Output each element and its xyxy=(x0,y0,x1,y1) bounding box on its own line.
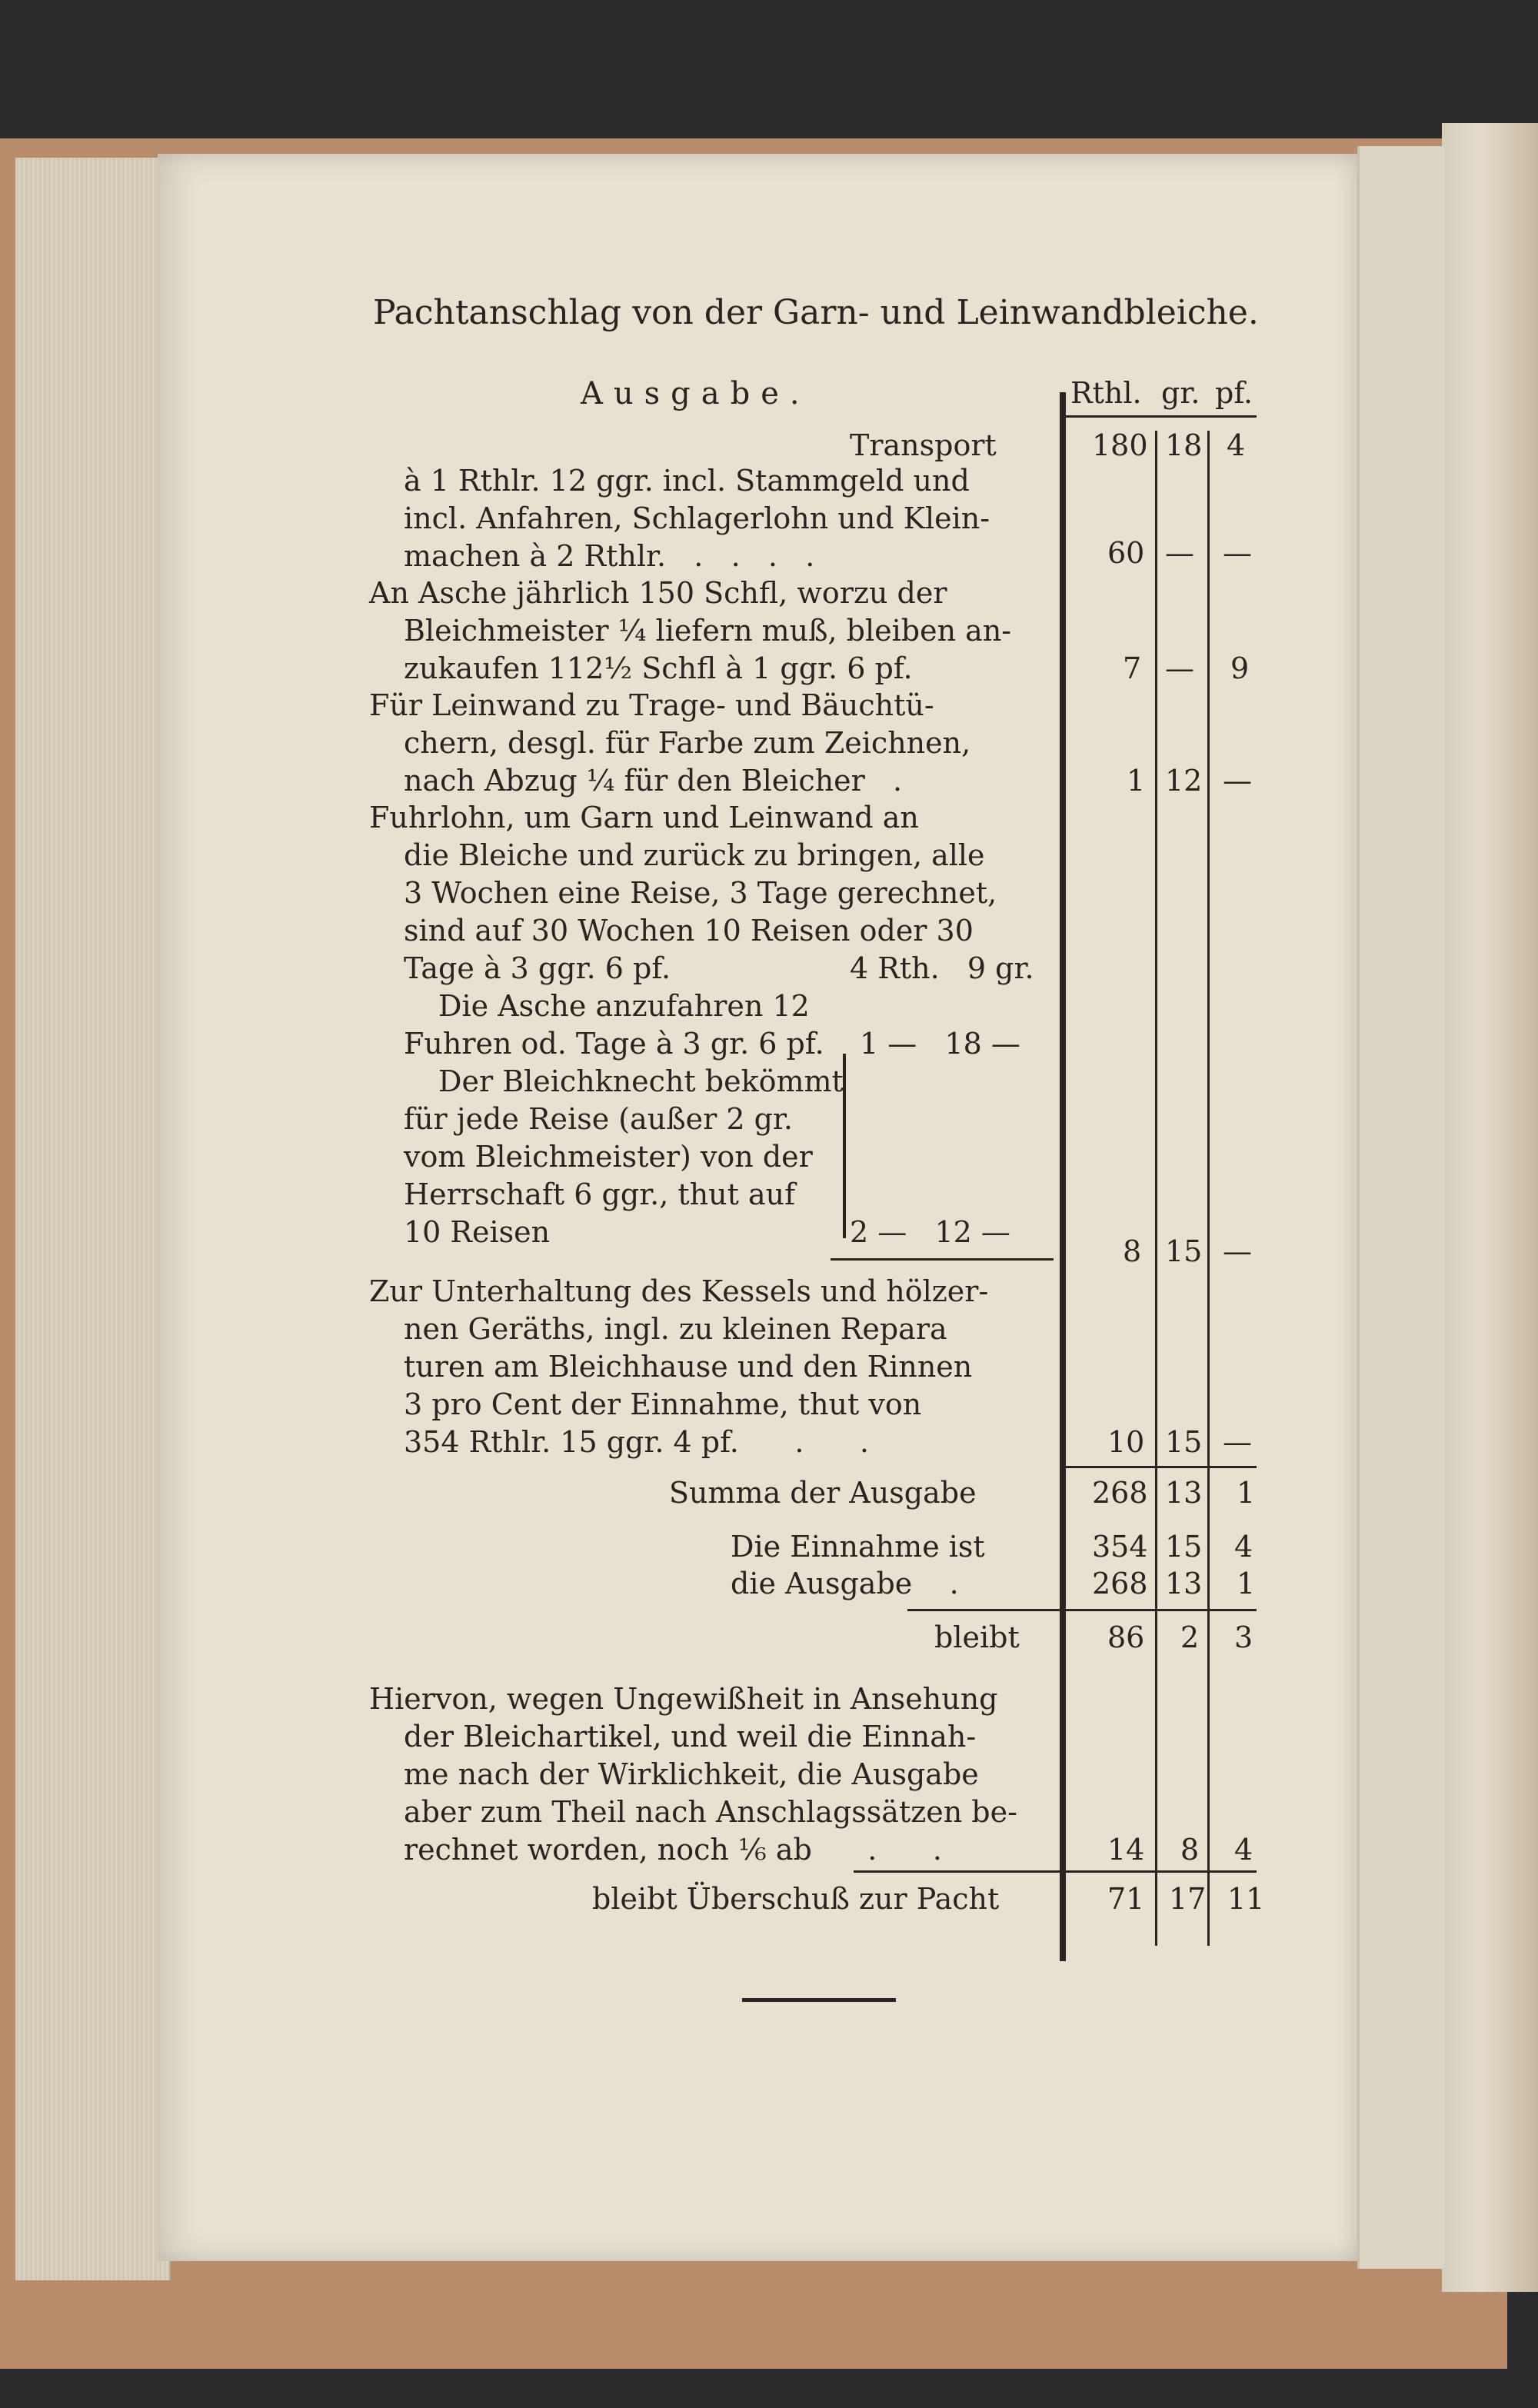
summa-rule xyxy=(1061,1466,1257,1468)
einnahme-label: Die Einnahme ist xyxy=(731,1530,985,1564)
bleibt-gr: 2 xyxy=(1180,1620,1200,1654)
item3-gr: 12 xyxy=(1165,764,1203,798)
column-rule-gr xyxy=(1155,431,1157,1946)
item4-line: die Bleiche und zurück zu bringen, alle xyxy=(404,838,985,872)
item2-rthl: 7 xyxy=(1123,651,1142,685)
item1-line: machen à 2 Rthlr. . . . . xyxy=(404,539,815,573)
ausgabe-label: die Ausgabe . xyxy=(731,1567,959,1600)
bleibt-pf: 3 xyxy=(1234,1620,1253,1654)
item5-pf: — xyxy=(1223,1425,1252,1459)
summa-rthl: 268 xyxy=(1092,1476,1148,1510)
asche-line: Fuhren od. Tage à 3 gr. 6 pf. xyxy=(404,1027,824,1061)
hiervon-line: rechnet worden, noch ⅙ ab . . xyxy=(404,1833,942,1867)
page-edges xyxy=(15,158,171,2280)
item4-line: 3 Wochen eine Reise, 3 Tage gerechnet, xyxy=(404,876,997,910)
item4-pf: — xyxy=(1223,1234,1252,1268)
item1-gr: — xyxy=(1165,536,1194,570)
transport-label: Transport xyxy=(850,428,997,462)
column-header-pf: pf. xyxy=(1215,376,1253,410)
item1-pf: — xyxy=(1223,536,1252,570)
summa-label: Summa der Ausgabe xyxy=(669,1476,977,1510)
item5-line: nen Geräths, ingl. zu kleinen Repara xyxy=(404,1312,947,1346)
hiervon-pf: 4 xyxy=(1234,1833,1253,1867)
item2-line: zukaufen 112½ Schfl à 1 ggr. 6 pf. xyxy=(404,651,913,685)
knecht-amount: 2 — 12 — xyxy=(850,1215,1010,1249)
ueberschuss-rthl: 71 xyxy=(1107,1882,1145,1916)
column-rule-main xyxy=(1060,392,1066,1961)
transport-gr: 18 xyxy=(1165,428,1203,462)
final-rule xyxy=(854,1870,1257,1873)
item5-line: Zur Unterhaltung des Kessels und hölzer- xyxy=(369,1274,989,1308)
column-header-gr: gr. xyxy=(1161,376,1200,410)
column-rule-pf xyxy=(1207,431,1210,1946)
item4-line: Tage à 3 ggr. 6 pf. xyxy=(404,951,671,985)
ueberschuss-pf: 11 xyxy=(1227,1882,1265,1916)
knecht-line: für jede Reise (außer 2 gr. xyxy=(404,1102,793,1136)
knecht-line: Herrschaft 6 ggr., thut auf xyxy=(404,1177,796,1211)
item5-gr: 15 xyxy=(1165,1425,1203,1459)
knecht-line: vom Bleichmeister) von der xyxy=(404,1140,813,1174)
hiervon-rthl: 14 xyxy=(1107,1833,1145,1867)
summa-gr: 13 xyxy=(1165,1476,1203,1510)
ausgabe-pf: 1 xyxy=(1237,1567,1256,1600)
einnahme-gr: 15 xyxy=(1165,1530,1203,1564)
hiervon-line: Hiervon, wegen Ungewißheit in Ansehung xyxy=(369,1682,998,1716)
knecht-line: Der Bleichknecht bekömmt xyxy=(438,1064,844,1098)
item5-line: 354 Rthlr. 15 ggr. 4 pf. . . xyxy=(404,1425,869,1459)
item2-gr: — xyxy=(1165,651,1194,685)
transport-pf: 4 xyxy=(1227,428,1246,462)
item3-line: chern, desgl. für Farbe zum Zeichnen, xyxy=(404,726,971,760)
item1-line: incl. Anfahren, Schlagerlohn und Klein- xyxy=(404,501,990,535)
column-header-rthl: Rthl. xyxy=(1070,376,1142,410)
page-title: Pachtanschlag von der Garn- und Leinwandbleiche. xyxy=(373,293,1259,332)
ueberschuss-gr: 17 xyxy=(1169,1882,1207,1916)
item5-line: turen am Bleichhause und den Rinnen xyxy=(404,1350,973,1384)
ausgabe-rthl: 268 xyxy=(1092,1567,1148,1600)
header-rule xyxy=(1061,415,1257,418)
section-heading: Ausgabe. xyxy=(581,376,811,411)
item4-gr: 15 xyxy=(1165,1234,1203,1268)
item5-line: 3 pro Cent der Einnahme, thut von xyxy=(404,1387,922,1421)
item1-rthl: 60 xyxy=(1107,536,1145,570)
item3-rthl: 1 xyxy=(1127,764,1146,798)
knecht-line: 10 Reisen xyxy=(404,1215,551,1249)
subtotal-rule xyxy=(831,1258,1054,1261)
ueberschuss-label: bleibt Überschuß zur Pacht xyxy=(592,1882,1000,1916)
item2-line: Bleichmeister ¼ liefern muß, bleiben an- xyxy=(404,614,1012,648)
item3-pf: — xyxy=(1223,764,1252,798)
item2-line: An Asche jährlich 150 Schfl, worzu der xyxy=(369,576,947,610)
right-cover-edge xyxy=(1442,123,1538,2292)
transport-rthl: 180 xyxy=(1092,428,1148,462)
asche-line: Die Asche anzufahren 12 xyxy=(438,989,810,1023)
einnahme-pf: 4 xyxy=(1234,1530,1253,1564)
ausgabe-gr: 13 xyxy=(1165,1567,1203,1600)
summa-pf: 1 xyxy=(1237,1476,1256,1510)
item1-line: à 1 Rthlr. 12 ggr. incl. Stammgeld und xyxy=(404,464,970,498)
hiervon-line: aber zum Theil nach Anschlagssätzen be- xyxy=(404,1795,1017,1829)
item4-line: Fuhrlohn, um Garn und Leinwand an xyxy=(369,801,919,834)
bleibt-rthl: 86 xyxy=(1107,1620,1145,1654)
hiervon-gr: 8 xyxy=(1180,1833,1200,1867)
item4-sub-amount: 4 Rth. 9 gr. xyxy=(850,951,1034,985)
hiervon-line: der Bleichartikel, und weil die Einnah- xyxy=(404,1720,977,1754)
item4-rthl: 8 xyxy=(1123,1234,1142,1268)
item3-line: Für Leinwand zu Trage- und Bäuchtü- xyxy=(369,688,934,722)
next-page-edge xyxy=(1357,146,1444,2269)
bleibt-rule xyxy=(907,1609,1257,1611)
einnahme-rthl: 354 xyxy=(1092,1530,1148,1564)
item4-line: sind auf 30 Wochen 10 Reisen oder 30 xyxy=(404,914,974,948)
bleibt-label: bleibt xyxy=(934,1620,1020,1654)
item2-pf: 9 xyxy=(1230,651,1250,685)
item5-rthl: 10 xyxy=(1107,1425,1145,1459)
item3-line: nach Abzug ¼ für den Bleicher . xyxy=(404,764,903,798)
hiervon-line: me nach der Wirklichkeit, die Ausgabe xyxy=(404,1757,979,1791)
closing-ornament-rule xyxy=(742,1998,896,2002)
asche-amount: 1 — 18 — xyxy=(860,1027,1020,1061)
